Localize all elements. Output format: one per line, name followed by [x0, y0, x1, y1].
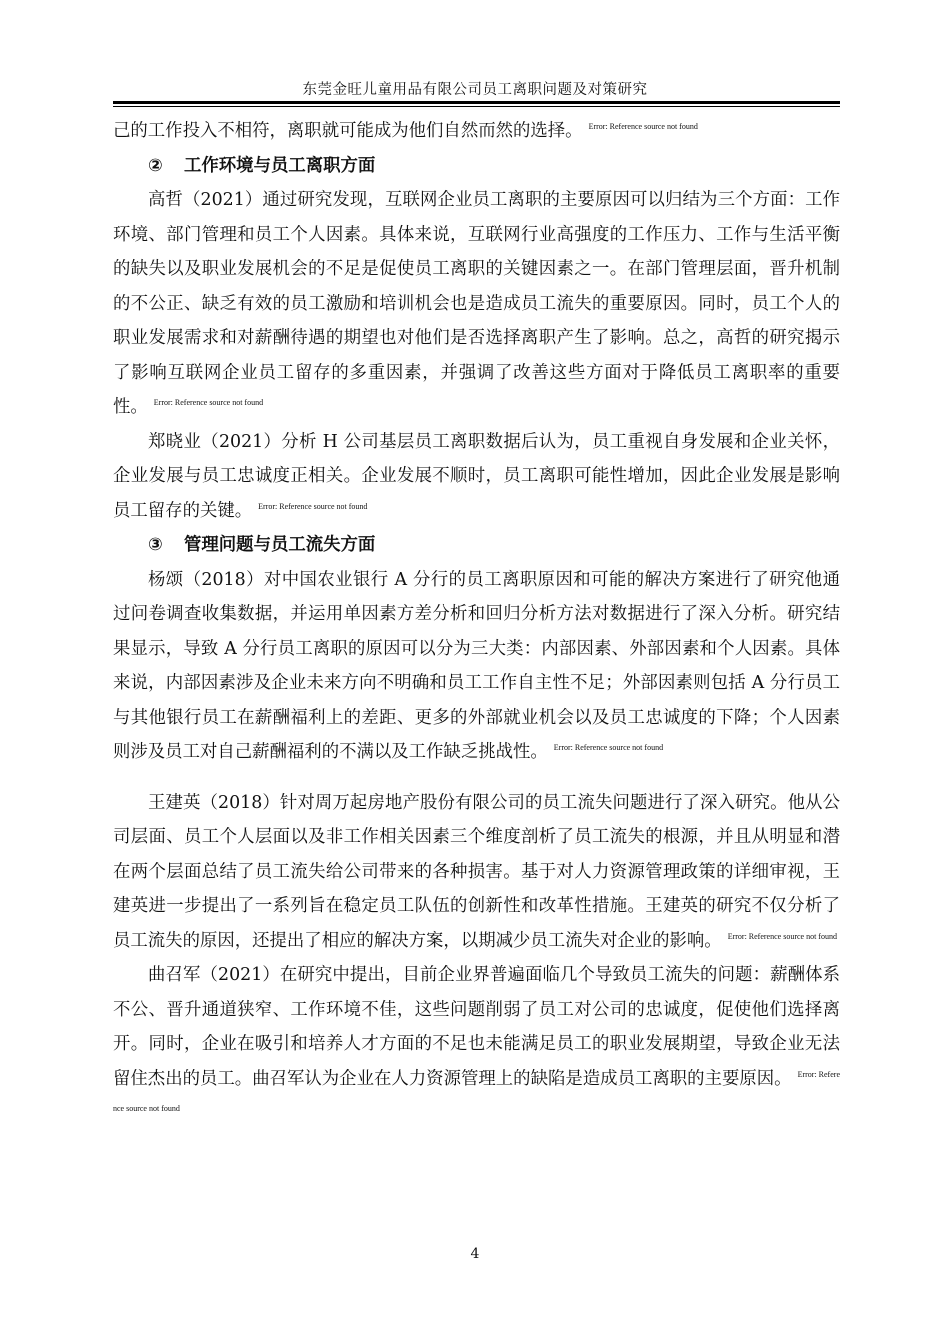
section-title: 工作环境与员工离职方面: [184, 155, 376, 176]
reference-error: Error: Reference source not found: [727, 931, 837, 941]
page-number: 4: [470, 1246, 480, 1262]
page-header-title: 东莞金旺儿童用品有限公司员工离职问题及对策研究: [302, 82, 648, 98]
header-rule-thin: [113, 106, 840, 107]
section-number: ③: [148, 535, 163, 555]
section-heading-management: [113, 528, 840, 563]
reference-error: Error: Reference source not found: [258, 501, 368, 511]
section-title: 管理问题与员工流失方面: [184, 535, 376, 555]
paragraph-zheng: 郑晓业（2021）分析 H 公司基层员工离职数据后认为，员工重视自身发展和企业关怀，企业发展与员工忠诚度正相关。企业发展不顺时，员工离职可能性增加，因此企业发展是影响员工留存的关键。 $^{Error: Reference source not found}$: [113, 431, 840, 521]
reference-error: Error: Reference source not found: [588, 122, 698, 132]
paragraph-continuation: 己的工作投入不相符，离职就可能成为他们自然而然的选择。 $^{Error: Reference source not found}$: [113, 121, 698, 141]
reference-error: Error: Reference source not found: [113, 1069, 840, 1114]
paragraph-gaozhe: 高哲（2021）通过研究发现，互联网企业员工离职的主要原因可以归结为三个方面：工作环境、部门管理和员工个人因素。具体来说，互联网行业高强度的工作压力、工作与生活平衡的缺失以及职业发展机会的不足是促使员工离职的关键因素之一。在部门管理层面，晋升机制的不公正、缺乏有效的员工激励和培训机会也是造成员工流失的重要原因。同时，员工个人的职业发展需求和对薪酬待遇的期望也对他们是否选择离职产生了影响。总之，高哲的研究揭示了影响互联网企业员工留存的多重因素，并强调了改善这些方面对于降低员工离职率的重要性。 $^{Error: Reference source not found}$: [113, 190, 840, 417]
section-number: ②: [148, 155, 163, 176]
paragraph-yang: 杨颂（2018）对中国农业银行 A 分行的员工离职原因和可能的解决方案进行了研究他通过问卷调查收集数据，并运用单因素方差分析和回归分析方法对数据进行了深入分析。研究结果显示，导致 A 分行员工离职的原因可以分为三大类：内部因素、外部因素和个人因素。具体来说，内部因素涉及企业未来方向不明确和员工工作自主性不足；外部因素则包括 A 分行员工与其他银行员工在薪酬福利上的差距、更多的外部就业机会以及员工忠诚度的下降；个人因素则涉及员工对自己薪酬福利的不满以及工作缺乏挑战性。 $^{Error: Reference source not found}$: [113, 569, 840, 762]
section-heading-work-environment: [113, 149, 840, 184]
paragraph-gap: [113, 770, 840, 786]
paragraph-qu: 曲召军（2021）在研究中提出，目前企业界普遍面临几个导致员工流失的问题：薪酬体系不公、晋升通道狭窄、工作环境不佳，这些问题削弱了员工对公司的忠诚度，促使他们选择离开。同时，企业在吸引和培养人才方面的不足也未能满足员工的职业发展期望，导致企业无法留住杰出的员工。曲召军认为企业在人力资源管理上的缺陷是造成员工离职的主要原因。 $^{Error: Reference source not found}$: [113, 965, 840, 1114]
reference-error: Error: Reference source not found: [553, 743, 664, 753]
reference-error: Error: Reference source not found: [153, 398, 264, 408]
paragraph-wang: 王建英（2018）针对周万起房地产股份有限公司的员工流失问题进行了深入研究。他从公司层面、员工个人层面以及非工作相关因素三个维度剖析了员工流失的根源，并且从明显和潜在两个层面总结了员工流失给公司带来的各种损害。基于对人力资源管理政策的详细审视，王建英进一步提出了一系列旨在稳定员工队伍的创新性和改革性措施。王建英的研究不仅分析了员工流失的原因，还提出了相应的解决方案，以期减少员工流失对企业的影响。 $^{Error: Reference source not found}$: [113, 792, 840, 951]
header-rule-thick: [113, 101, 840, 104]
document-body: [113, 114, 840, 1131]
